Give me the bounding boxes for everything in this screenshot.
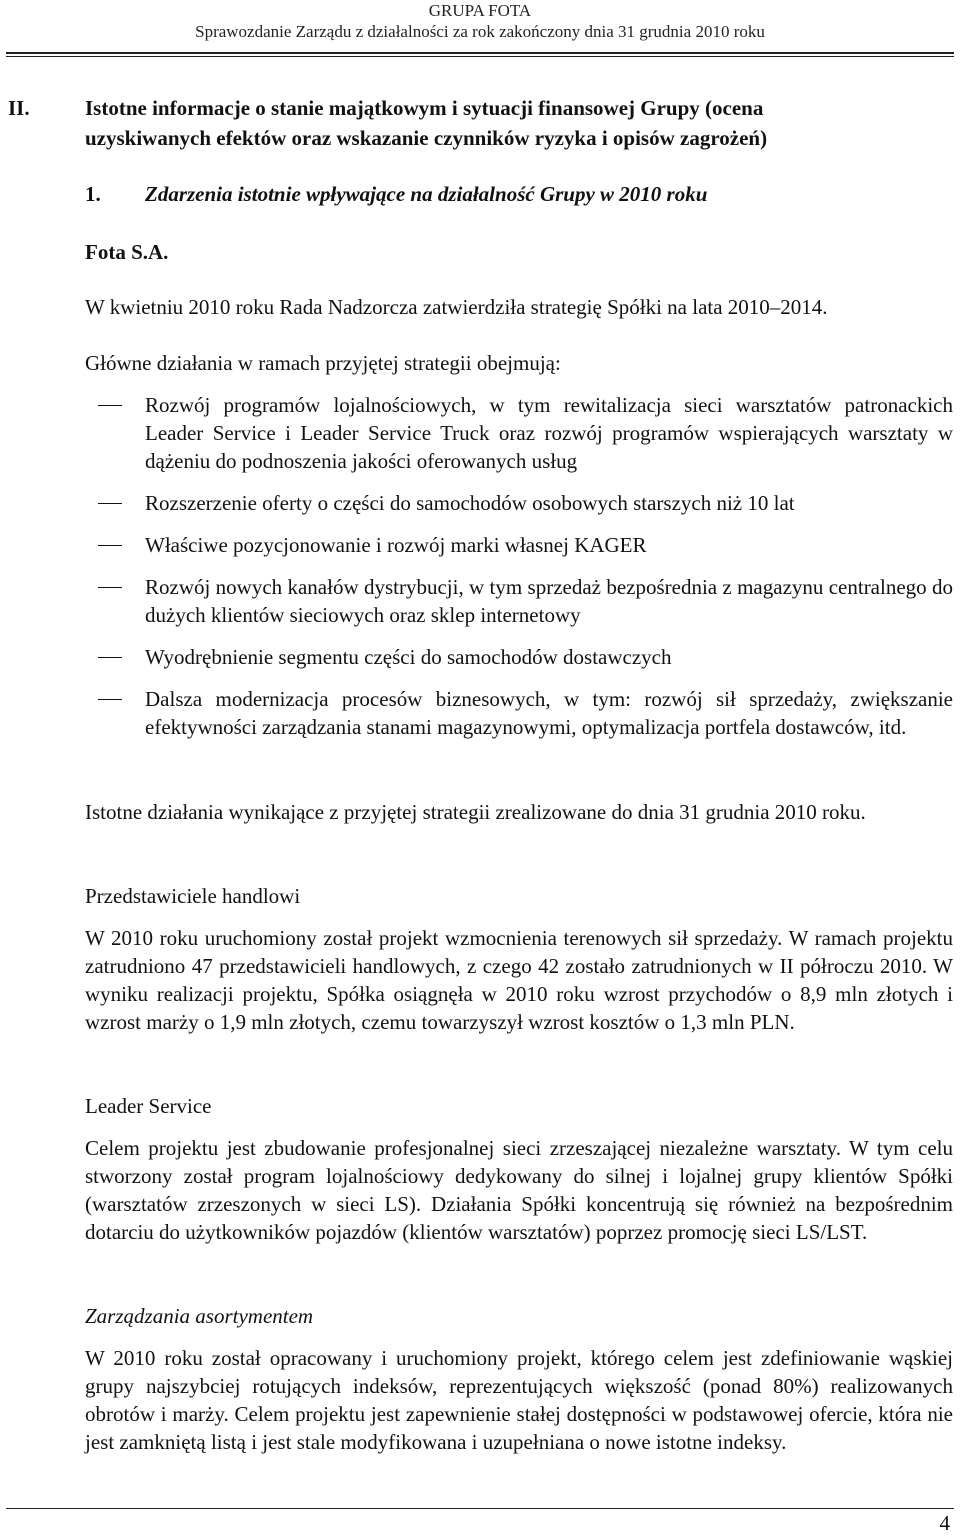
section-number: II. <box>8 96 30 120</box>
assortment-heading: Zarządzania asortymentem <box>85 1304 314 1328</box>
subsection-title: Zdarzenia istotnie wpływające na działalność Grupy w 2010 roku <box>145 182 708 206</box>
header-company: GRUPA FOTA <box>428 1 532 20</box>
list-item: Wyodrębnienie segmentu części do samochodów dostawczych <box>145 645 672 669</box>
strategy-lead: Główne działania w ramach przyjętej strategii obejmują: <box>85 351 561 375</box>
assortment-body: W 2010 roku został opracowany i uruchomiony projekt, którego celem jest zdefiniowanie wąskiej grupy najszybciej rotujących indeksów, reprezentujących większość (ponad 80%) realizowanych obrotów i marży. Celem projektu jest zapewnienie stałej dostępności w podstawowej ofercie, która nie jest zamkniętą listą i jest stale modyfikowana i uzupełniana o nowe istotne indeksy. <box>85 1346 953 1454</box>
sales-reps-body: W 2010 roku uruchomiony został projekt wzmocnienia terenowych sił sprzedaży. W ramach projektu zatrudniono 47 przedstawicieli handlowych, z czego 42 zostało zatrudnionych w II półroczu 2010. W wyniku realizacji projektu, Spółka osiągnęła w 2010 roku wzrost przychodów o 8,9 mln złotych i wzrost marży o 1,9 mln złotych, czemu towarzyszył wzrost kosztów o 1,3 mln PLN. <box>85 926 953 1034</box>
realized-note: Istotne działania wynikające z przyjętej strategii zrealizowane do dnia 31 grudnia 2010 roku. <box>85 800 866 824</box>
list-dash <box>98 699 122 700</box>
list-item: Rozszerzenie oferty o części do samochodów osobowych starszych niż 10 lat <box>145 491 795 515</box>
section-title-line1: Istotne informacje o stanie majątkowym i sytuacji finansowej Grupy (ocena <box>85 96 764 120</box>
sales-reps-heading: Przedstawiciele handlowi <box>85 884 301 908</box>
strategy-intro: W kwietniu 2010 roku Rada Nadzorcza zatwierdziła strategię Spółki na lata 2010–2014. <box>85 295 828 319</box>
list-item: Dalsza modernizacja procesów biznesowych, w tym: rozwój sił sprzedaży, zwiększanie efektywności zarządzania stanami magazynowymi, optymalizacja portfela dostawców, itd. <box>145 687 953 739</box>
leader-service-heading: Leader Service <box>85 1094 212 1118</box>
list-dash <box>98 545 122 546</box>
list-item: Rozwój programów lojalnościowych, w tym rewitalizacja sieci warsztatów patronackich Leader Service i Leader Service Truck oraz rozwój programów wspierających warsztaty w dążeniu do podnoszenia jakości oferowanych usług <box>145 393 953 473</box>
header-divider-thin <box>6 56 954 57</box>
list-dash <box>98 503 122 504</box>
header-report-title: Sprawozdanie Zarządu z działalności za rok zakończony dnia 31 grudnia 2010 roku <box>195 22 765 41</box>
list-item: Rozwój nowych kanałów dystrybucji, w tym sprzedaż bezpośrednia z magazynu centralnego do dużych klientów sieciowych oraz sklep internetowy <box>145 575 953 627</box>
page-number: 4 <box>939 1511 950 1535</box>
list-dash <box>98 587 122 588</box>
subsection-number: 1. <box>85 182 101 206</box>
list-dash <box>98 405 122 406</box>
leader-service-body: Celem projektu jest zbudowanie profesjonalnej sieci zrzeszającej niezależne warsztaty. W tym celu stworzony został program lojalnościowy dedykowany do silnej i lojalnej grupy klientów Spółki (warsztatów zrzeszonych w sieci LS). Działania Spółki koncentrują się również na bezpośrednim dotarciu do użytkowników pojazdów (klientów warsztatów) poprzez promocję sieci LS/LST. <box>85 1136 953 1244</box>
section-title-line2: uzyskiwanych efektów oraz wskazanie czynników ryzyka i opisów zagrożeń) <box>85 126 768 150</box>
company-heading: Fota S.A. <box>85 240 169 264</box>
header-divider <box>6 52 954 54</box>
footer-divider <box>6 1508 954 1509</box>
list-dash <box>98 657 122 658</box>
list-item: Właściwe pozycjonowanie i rozwój marki własnej KAGER <box>145 533 647 557</box>
